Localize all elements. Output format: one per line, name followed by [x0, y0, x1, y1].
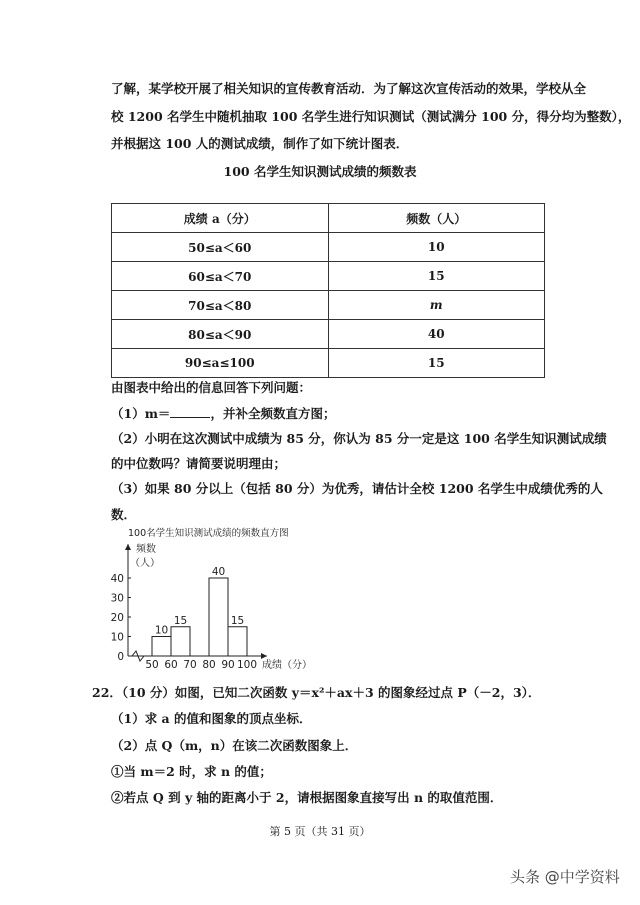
- table-row: [112, 320, 545, 349]
- problem-22-line-4: ①当 m＝2 时，求 n 的值；: [111, 764, 272, 779]
- table-title: 100 名学生知识测试成绩的频数表: [223, 164, 417, 179]
- x-tick-label: 90: [221, 659, 235, 671]
- y-tick-label: 20: [110, 612, 124, 624]
- answer-blank: [170, 403, 210, 418]
- table-header-row: [112, 204, 545, 233]
- y-axis-label-2: （人）: [130, 558, 160, 569]
- row-count: 40: [328, 320, 545, 349]
- table-row: [112, 349, 545, 378]
- table-row: [112, 291, 545, 320]
- frequency-histogram: [100, 522, 330, 677]
- y-tick-label: 10: [110, 631, 124, 644]
- bar-value-label: 10: [154, 624, 169, 637]
- problem-22-line-5: ②若点 Q 到 y 轴的距离小于 2，请根据图象直接写出 n 的取值范围．: [111, 790, 503, 805]
- header-score: 成绩 a（分）: [112, 204, 329, 233]
- table-row: [112, 233, 545, 262]
- row-count: 10: [328, 233, 545, 262]
- bar-value-label: 15: [230, 614, 245, 627]
- bar-value-label: 15: [173, 614, 188, 627]
- x-axis-label: 成绩（分）: [262, 660, 312, 671]
- row-count: m: [328, 291, 545, 320]
- problem-22-line-2: （1）求 a 的值和图象的顶点坐标．: [111, 711, 312, 726]
- x-tick-label: 70: [183, 659, 197, 671]
- problem-22-line-1: 22．（10 分）如图，已知二次函数 y＝x²＋ax＋3 的图象经过点 P（－2，3）．: [92, 685, 541, 700]
- page-footer: 第 5 页（共 31 页）: [269, 825, 371, 838]
- frequency-table: [111, 203, 545, 378]
- problem-22-line-3: （2）点 Q（m，n）在该二次函数图象上．: [111, 738, 358, 753]
- histogram-bar: [152, 637, 171, 657]
- y-tick-label: 30: [110, 592, 124, 605]
- x-tick-label: 100: [236, 659, 258, 671]
- bar-value-label: 40: [211, 566, 226, 578]
- y-axis-arrow: [125, 544, 131, 550]
- question-1: [111, 401, 335, 427]
- x-axis-arrow: [261, 653, 267, 659]
- row-count: 15: [328, 262, 545, 291]
- row-range: 90≤a≤100: [112, 349, 329, 378]
- q1-prefix: （1）m＝: [111, 406, 171, 421]
- header-count: 频数（人）: [328, 204, 545, 233]
- row-count: 15: [328, 349, 545, 378]
- q1-suffix: ，并补全频数直方图；: [210, 406, 336, 421]
- x-tick-label: 60: [164, 659, 178, 671]
- intro-line-3: 并根据这 100 人的测试成绩，制作了如下统计图表．: [111, 136, 409, 151]
- row-range: 80≤a＜90: [112, 320, 329, 349]
- histogram-bar: [209, 578, 228, 656]
- y-tick-label: 0: [117, 651, 124, 663]
- question-3-line-1: （3）如果 80 分以上（包括 80 分）为优秀，请估计全校 1200 名学生中成绩优秀的人: [111, 481, 603, 496]
- y-tick-label: 40: [110, 573, 124, 585]
- question-2-line-2: 的中位数吗？请简要说明理由；: [111, 456, 287, 471]
- table-row: [112, 262, 545, 291]
- question-2-line-1: （2）小明在这次测试中成绩为 85 分，你认为 85 分一定是这 100 名学生知识测试成绩: [111, 431, 607, 446]
- question-3-line-2: 数．: [111, 507, 137, 522]
- intro-line-1: 了解，某学校开展了相关知识的宣传教育活动．为了解这次宣传活动的效果，学校从全: [111, 81, 587, 96]
- questions-lead: 由图表中给出的信息回答下列问题：: [111, 380, 312, 395]
- watermark: 头条 @中学资料: [510, 868, 620, 886]
- x-tick-label: 50: [145, 659, 159, 671]
- intro-line-2: 校 1200 名学生中随机抽取 100 名学生进行知识测试（测试满分 100 分，得分均为整数），: [111, 109, 631, 124]
- y-axis-label-1: 频数: [136, 544, 156, 555]
- histogram-bar: [228, 627, 247, 656]
- x-tick-label: 80: [202, 659, 216, 671]
- row-range: 50≤a＜60: [112, 233, 329, 262]
- chart-title: 100名学生知识测试成绩的频数直方图: [128, 528, 289, 539]
- histogram-bar: [171, 627, 190, 656]
- row-range: 60≤a＜70: [112, 262, 329, 291]
- row-range: 70≤a＜80: [112, 291, 329, 320]
